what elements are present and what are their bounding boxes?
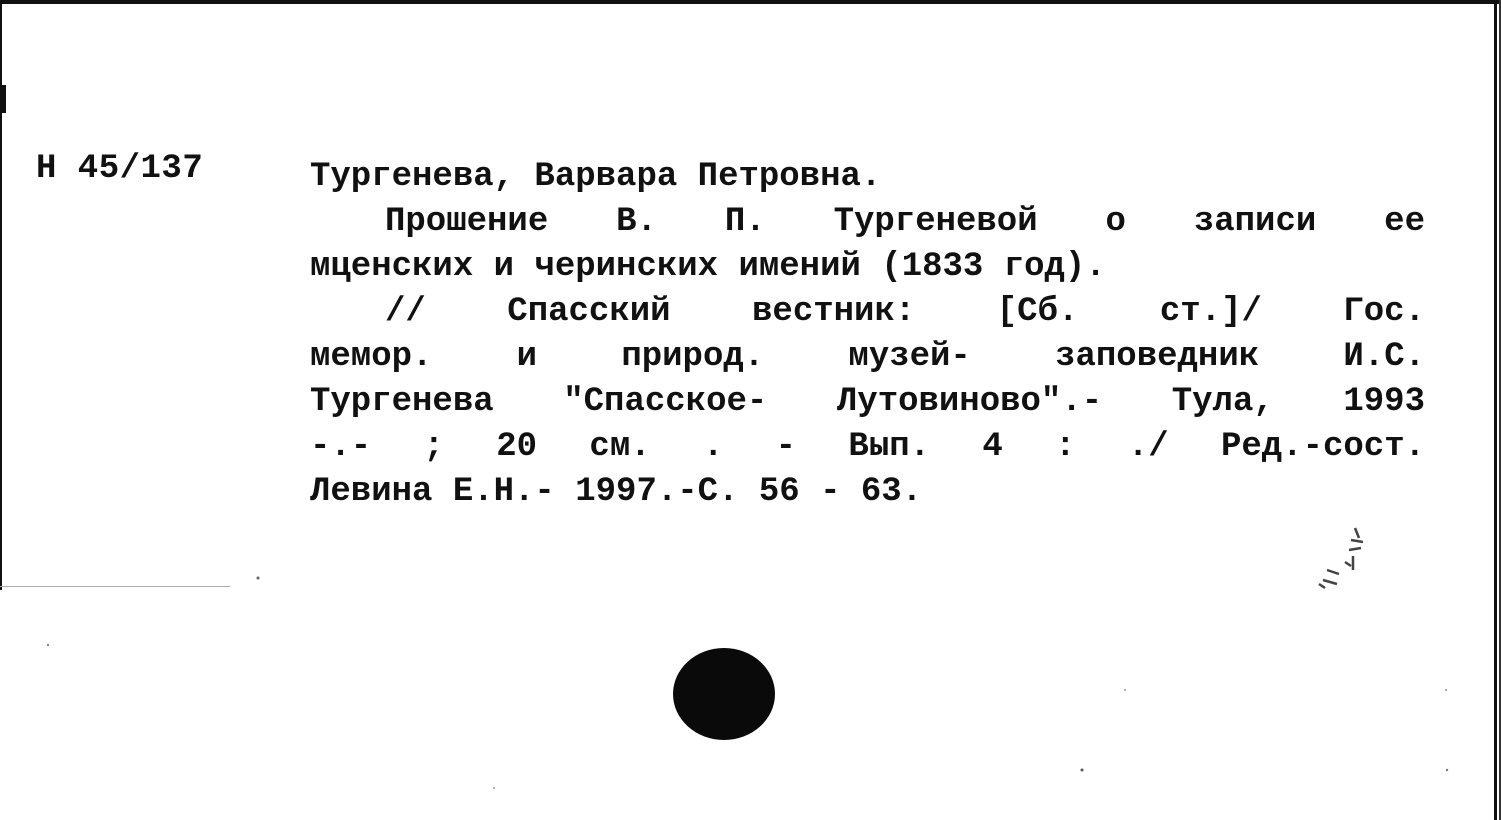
- source-line-3: Тургенева "Спасское- Лутовиново".- Тула, 1993: [310, 383, 1425, 421]
- title-line-2: мценских и черинских имений (1833 год).: [310, 248, 1106, 286]
- source-line-5: Левина Е.Н.- 1997.-С. 56 - 63.: [310, 473, 923, 511]
- source-line-2: мемор. и природ. музей- заповедник И.С.: [310, 338, 1425, 376]
- title-line-1: Прошение В. П. Тургеневой о записи ее: [385, 203, 1425, 241]
- source-line-4: -.- ; 20 см. . - Вып. 4 : ./ Ред.-сост.: [310, 428, 1425, 466]
- call-number: Н 45/137: [36, 150, 204, 188]
- author-heading: Тургенева, Варвара Петровна.: [310, 158, 882, 196]
- source-line-1: // Спасский вестник: [Сб. ст.]/ Гос.: [385, 293, 1425, 331]
